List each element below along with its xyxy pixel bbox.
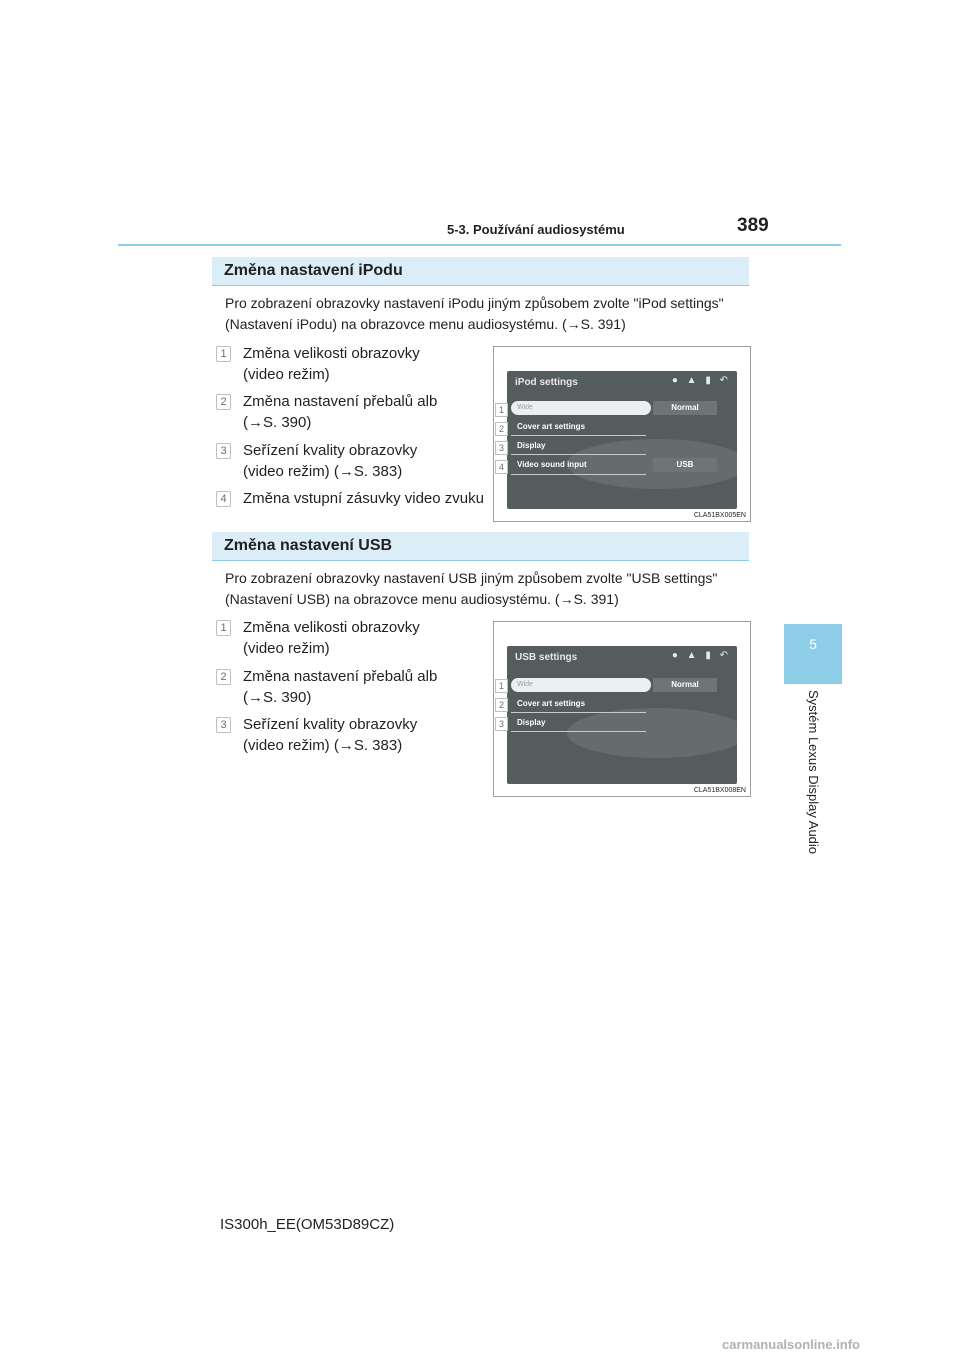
callout-4: 4	[495, 460, 508, 474]
item-line1: Seřízení kvality obrazovky	[243, 716, 418, 733]
usb-settings-screenshot	[493, 621, 751, 797]
video-sound-row: Video sound input	[517, 460, 587, 469]
chapter-label: Systém Lexus Display Audio	[806, 690, 821, 855]
header-divider	[118, 244, 841, 246]
callout-2: 2	[495, 422, 508, 436]
callout-2: 2	[495, 698, 508, 712]
callout-3: 3	[495, 717, 508, 731]
normal-option: Normal	[653, 678, 717, 692]
item-line2: (video režim) (→S. 383)	[243, 463, 403, 480]
watermark: carmanualsonline.info	[722, 1337, 860, 1352]
item-line2: (video režim)	[243, 366, 330, 383]
item-line1: Změna nastavení přebalů alb	[243, 668, 438, 685]
usb-item-3	[216, 714, 418, 754]
ipod-section-heading	[212, 257, 749, 286]
item-line2: (→S. 390)	[243, 689, 312, 706]
item-line1: Změna velikosti obrazovky	[243, 619, 420, 636]
item-line2: (video režim) (→S. 383)	[243, 737, 403, 754]
item-line2: (video režim)	[243, 640, 330, 657]
figure-code: CLA51BX005EN	[693, 512, 746, 519]
usb-section-heading	[212, 532, 749, 561]
figure-code: CLA51BX008EN	[693, 787, 746, 794]
ipod-settings-screenshot	[493, 346, 751, 522]
normal-option: Normal	[653, 401, 717, 415]
item-line1: Změna nastavení přebalů alb	[243, 393, 438, 410]
item-number: 1	[216, 346, 231, 362]
cover-art-row: Cover art settings	[517, 422, 586, 431]
ipod-item-3	[216, 440, 418, 480]
usb-item-2	[216, 666, 438, 706]
item-line1: Seřízení kvality obrazovky	[243, 442, 418, 459]
ipod-item-4	[216, 488, 484, 509]
chapter-number: 5	[809, 636, 817, 652]
item-number: 1	[216, 620, 231, 636]
item-number: 2	[216, 394, 231, 410]
wide-option: Wide	[511, 678, 651, 692]
usb-intro: Pro zobrazení obrazovky nastavení USB jiným způsobem zvolte "USB settings" (Nastavení USB) na obrazovce menu audiosystému. (→S. 391)	[225, 570, 718, 607]
wide-option: Wide	[511, 401, 651, 415]
usb-item-1	[216, 617, 420, 657]
callout-3: 3	[495, 441, 508, 455]
status-icons: ● ▲ ▮ ↶	[671, 375, 731, 386]
item-number: 3	[216, 443, 231, 459]
screen-title: USB settings	[515, 652, 578, 663]
ipod-screen	[507, 371, 737, 509]
item-number: 4	[216, 491, 231, 507]
display-row: Display	[517, 441, 546, 450]
usb-screen	[507, 646, 737, 784]
usb-section-title: Změna nastavení USB	[224, 537, 393, 554]
ipod-section-title: Změna nastavení iPodu	[224, 262, 403, 279]
usb-option: USB	[653, 458, 717, 472]
ipod-item-1	[216, 343, 420, 383]
status-icons: ● ▲ ▮ ↶	[671, 650, 731, 661]
display-row: Display	[517, 718, 546, 727]
item-number: 3	[216, 717, 231, 733]
section-header: 5-3. Používání audiosystému	[447, 222, 625, 237]
ipod-intro: Pro zobrazení obrazovky nastavení iPodu jiným způsobem zvolte "iPod settings" (Nastavení iPodu) na obrazovce menu audiosystému. (→S. 391)	[225, 295, 724, 332]
item-line1: Změna velikosti obrazovky	[243, 345, 420, 362]
model-code: IS300h_EE(OM53D89CZ)	[220, 1216, 395, 1233]
callout-1: 1	[495, 403, 508, 417]
screen-title: iPod settings	[515, 377, 578, 388]
item-number: 2	[216, 669, 231, 685]
callout-1: 1	[495, 679, 508, 693]
chapter-tab	[784, 624, 842, 684]
item-line2: (→S. 390)	[243, 414, 312, 431]
item-line1: Změna vstupní zásuvky video zvuku	[243, 490, 484, 507]
page-number: 389	[737, 215, 769, 236]
cover-art-row: Cover art settings	[517, 699, 586, 708]
ipod-item-2	[216, 391, 438, 431]
